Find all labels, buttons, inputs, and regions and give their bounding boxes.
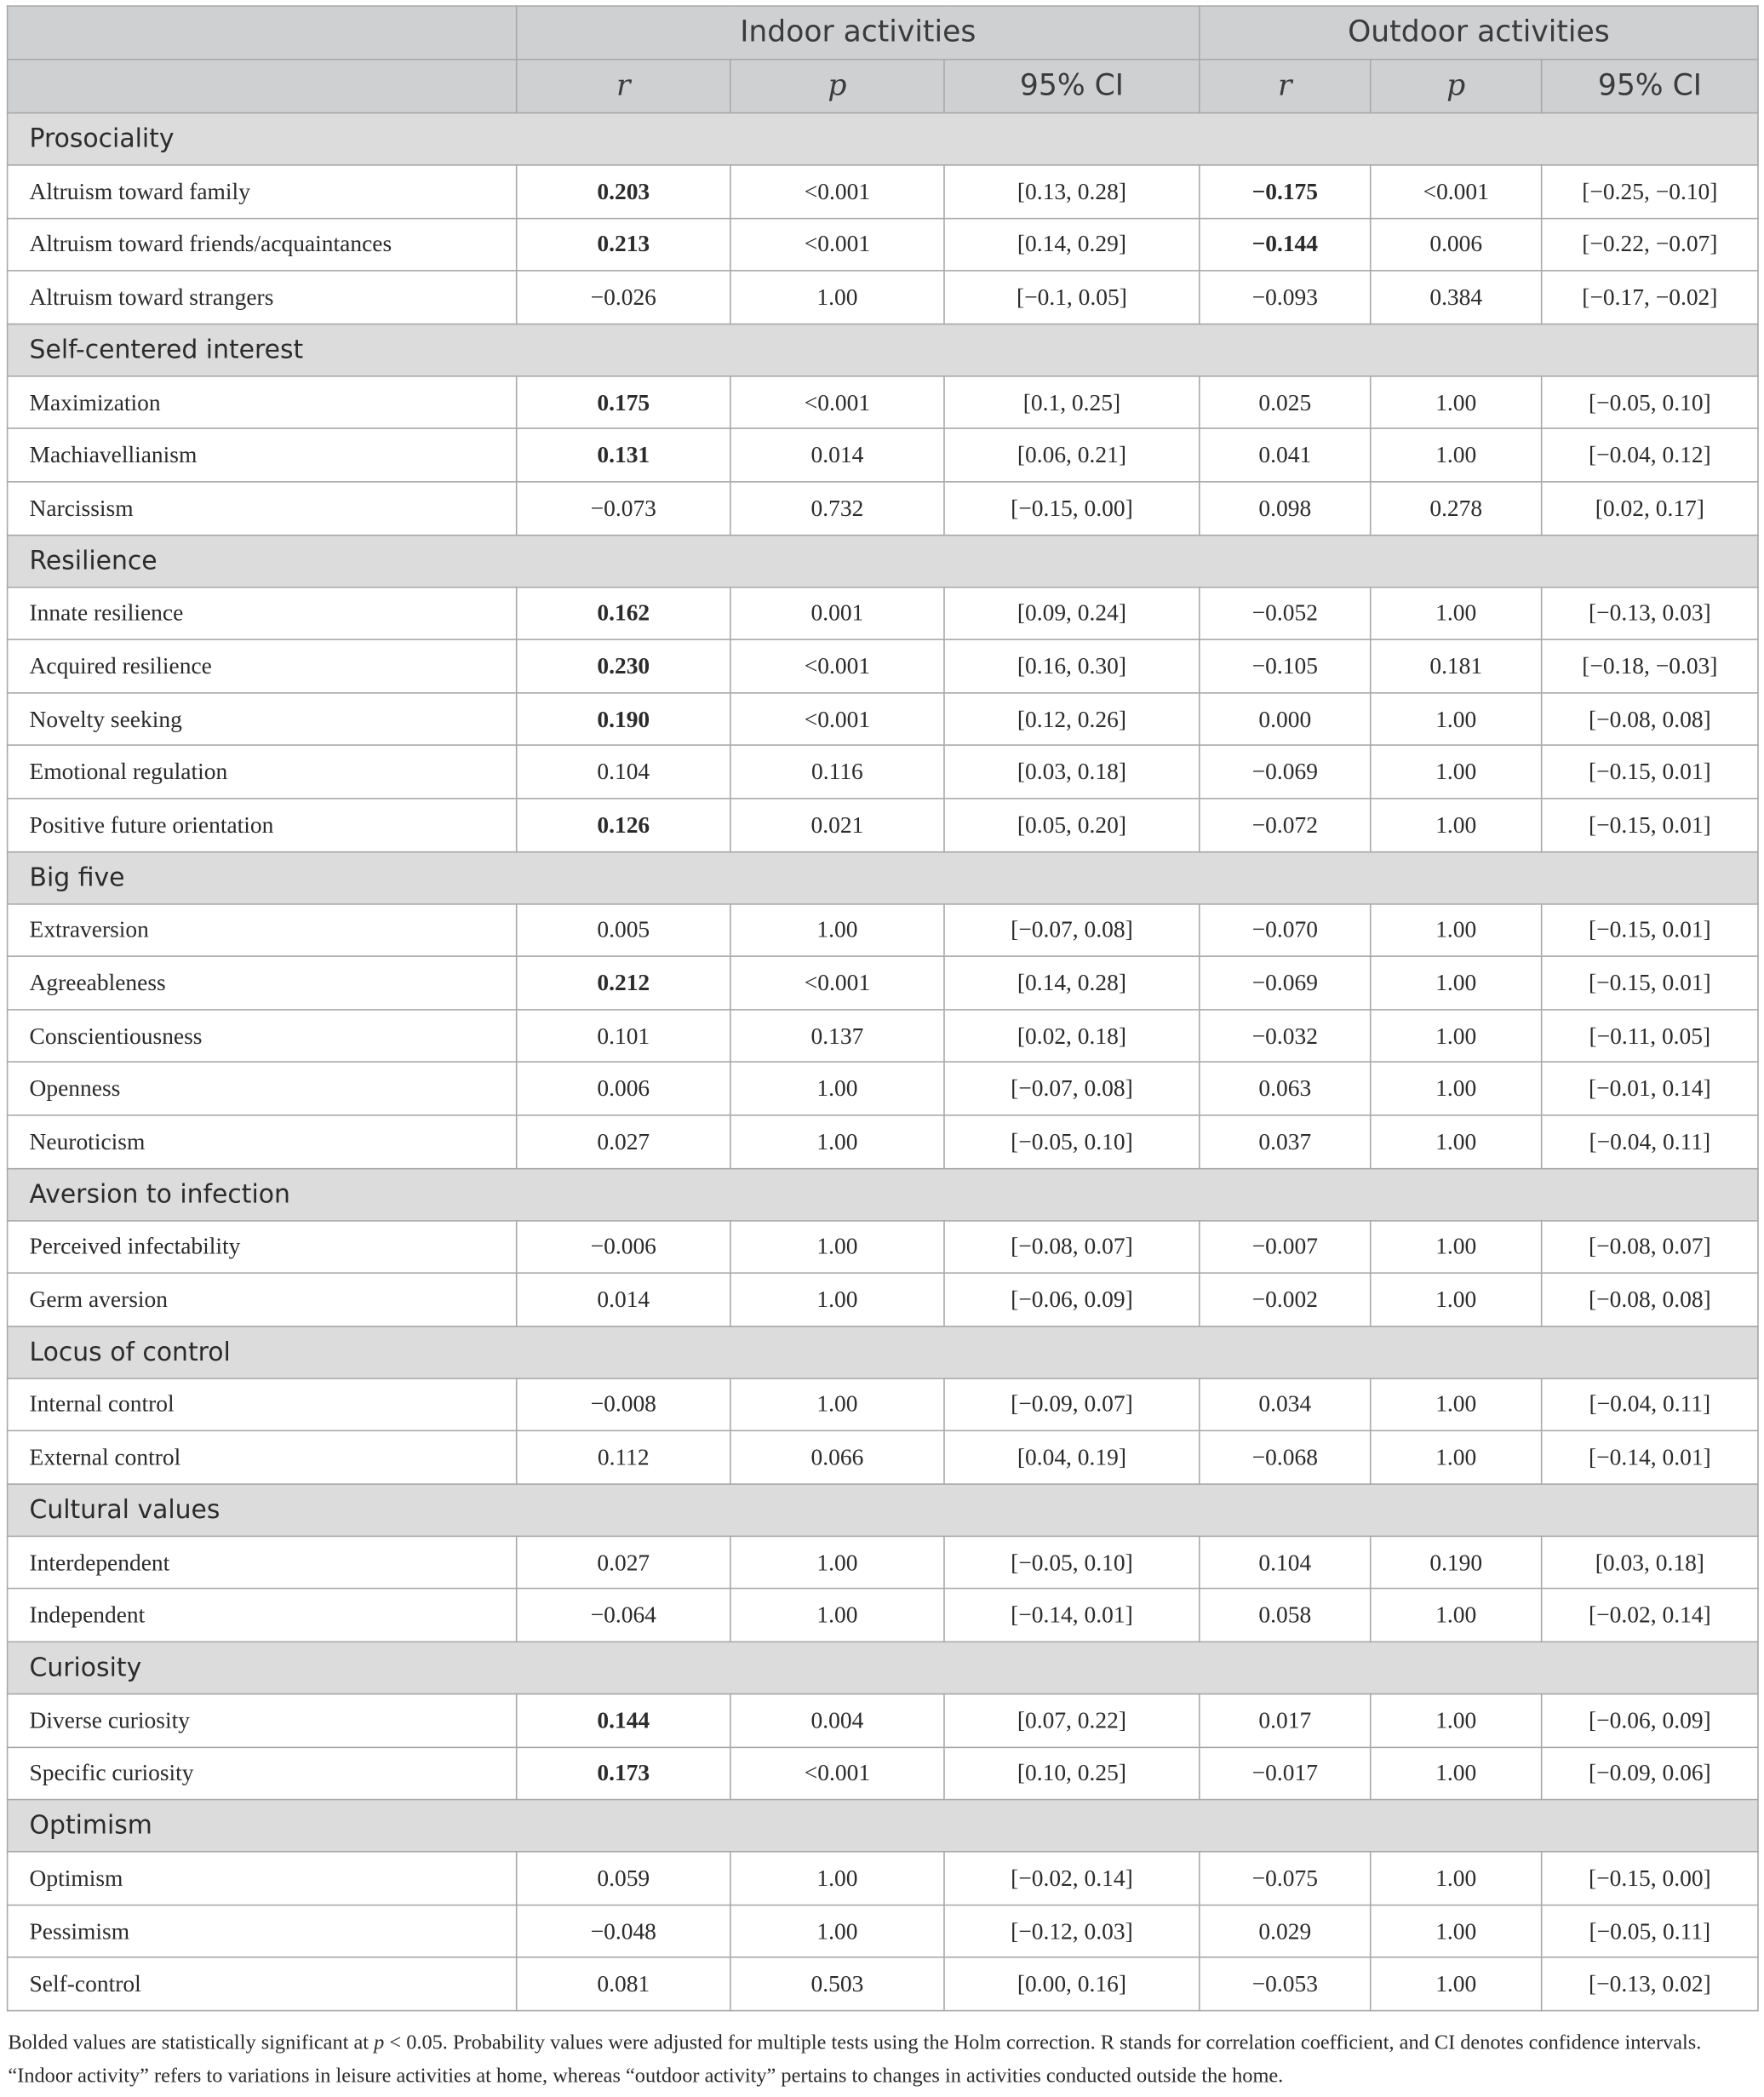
outdoor-p-cell: 1.00 [1371,799,1542,851]
row-label: Specific curiosity [8,1747,517,1800]
outdoor-ci-cell: [−0.15, 0.01] [1542,903,1758,956]
outdoor-r-cell: 0.017 [1200,1694,1371,1747]
table-row [8,429,1758,482]
category-row [8,1326,1758,1378]
outdoor-ci-cell: [−0.22, −0.07] [1542,218,1758,271]
outdoor-ci-cell: [0.02, 0.17] [1542,482,1758,535]
row-label: Optimism [8,1852,517,1905]
outdoor-ci-cell: [−0.06, 0.09] [1542,1694,1758,1747]
table-footnote [8,2026,1758,2093]
row-label: Internal control [8,1378,517,1431]
row-label: Openness [8,1063,517,1115]
outdoor-r-cell: −0.017 [1200,1747,1371,1800]
indoor-ci-cell: [0.04, 0.19] [944,1431,1200,1484]
outdoor-ci-cell: [−0.08, 0.08] [1542,1273,1758,1326]
table-row [8,1273,1758,1326]
table-row [8,1431,1758,1484]
indoor-ci-cell: [−0.05, 0.10] [944,1536,1200,1589]
indoor-ci-cell: [0.06, 0.21] [944,429,1200,482]
outdoor-ci-cell: [−0.13, 0.03] [1542,587,1758,639]
outdoor-p-cell: 0.181 [1371,639,1542,692]
category-label: Aversion to infection [8,1168,1758,1220]
table-row [8,218,1758,271]
outdoor-ci-cell: [−0.25, −0.10] [1542,165,1758,218]
outdoor-r-cell: −0.069 [1200,746,1371,799]
table-row [8,692,1758,745]
outdoor-r-cell: 0.058 [1200,1589,1371,1642]
indoor-p-cell: 1.00 [730,1589,944,1642]
outdoor-r-cell: 0.098 [1200,482,1371,535]
row-label: Independent [8,1589,517,1642]
outdoor-r-cell: 0.104 [1200,1536,1371,1589]
indoor-r-cell: 0.112 [517,1431,730,1484]
indoor-ci-cell: [−0.15, 0.00] [944,482,1200,535]
indoor-ci-cell: [0.00, 0.16] [944,1958,1200,2011]
indoor-ci-cell: [0.16, 0.30] [944,639,1200,692]
row-label: Acquired resilience [8,639,517,692]
outdoor-p-cell: 1.00 [1371,1905,1542,1957]
footnote-p-symbol: p [374,2031,385,2054]
indoor-ci-cell: [0.09, 0.24] [944,587,1200,639]
indoor-r-cell: 0.006 [517,1063,730,1115]
indoor-ci-cell: [−0.07, 0.08] [944,903,1200,956]
outdoor-r-cell: 0.000 [1200,692,1371,745]
indoor-r-cell: 0.104 [517,746,730,799]
indoor-ci-cell: [−0.08, 0.07] [944,1220,1200,1273]
row-label: Altruism toward strangers [8,271,517,324]
indoor-ci-cell: [0.13, 0.28] [944,165,1200,218]
indoor-ci-cell: [−0.07, 0.08] [944,1063,1200,1115]
indoor-p-cell: <0.001 [730,692,944,745]
indoor-p-cell: 1.00 [730,1273,944,1326]
category-label: Big five [8,851,1758,903]
outdoor-ci-cell: [−0.13, 0.02] [1542,1958,1758,2011]
indoor-r-cell: 0.213 [517,218,730,271]
indoor-p-cell: 1.00 [730,271,944,324]
outdoor-ci-cell: [−0.15, 0.01] [1542,799,1758,851]
indoor-r-cell: −0.073 [517,482,730,535]
outdoor-ci-cell: [−0.01, 0.14] [1542,1063,1758,1115]
outdoor-ci-cell: [−0.11, 0.05] [1542,1009,1758,1062]
outdoor-ci-cell: [−0.08, 0.08] [1542,692,1758,745]
outdoor-r-cell: 0.063 [1200,1063,1371,1115]
outdoor-p-cell: 1.00 [1371,692,1542,745]
outdoor-p-cell: 1.00 [1371,429,1542,482]
footnote-part1: Bolded values are statistically significant at [8,2031,375,2054]
indoor-p-cell: 0.066 [730,1431,944,1484]
results-table [7,5,1759,2011]
indoor-activities-header: Indoor activities [517,6,1200,60]
outdoor-r-cell: −0.069 [1200,956,1371,1009]
outdoor-r-cell: −0.075 [1200,1852,1371,1905]
table-row [8,1378,1758,1431]
indoor-ci-cell: [−0.1, 0.05] [944,271,1200,324]
indoor-r-cell: −0.008 [517,1378,730,1431]
indoor-p-cell: 1.00 [730,1378,944,1431]
category-label: Locus of control [8,1326,1758,1378]
outdoor-ci-cell: [−0.04, 0.12] [1542,429,1758,482]
indoor-p-cell: 1.00 [730,1905,944,1957]
outdoor-p-cell: 1.00 [1371,376,1542,429]
indoor-r-cell: 0.081 [517,1958,730,2011]
table-row [8,1589,1758,1642]
outdoor-p-cell: 1.00 [1371,1220,1542,1273]
category-row [8,851,1758,903]
header-corner [8,6,517,60]
category-row [8,1168,1758,1220]
table-row [8,799,1758,851]
table-row [8,1958,1758,2011]
indoor-r-cell: 0.131 [517,429,730,482]
table-row [8,956,1758,1009]
outdoor-p-cell: 0.006 [1371,218,1542,271]
outdoor-r-cell: −0.002 [1200,1273,1371,1326]
outdoor-r-cell: −0.072 [1200,799,1371,851]
row-label: Machiavellianism [8,429,517,482]
row-label: Maximization [8,376,517,429]
table-row [8,1115,1758,1168]
row-label: Interdependent [8,1536,517,1589]
outdoor-p-cell: 1.00 [1371,1115,1542,1168]
indoor-r-cell: 0.190 [517,692,730,745]
outdoor-ci-cell: [−0.14, 0.01] [1542,1431,1758,1484]
row-label: Altruism toward friends/acquaintances [8,218,517,271]
row-label: Perceived infectability [8,1220,517,1273]
outdoor-p-cell: 0.384 [1371,271,1542,324]
indoor-p-cell: <0.001 [730,165,944,218]
row-label: Extraversion [8,903,517,956]
outdoor-p-cell: 0.190 [1371,1536,1542,1589]
indoor-p-cell: 0.001 [730,587,944,639]
category-row [8,1484,1758,1536]
group-header-row [8,6,1758,60]
outdoor-r-cell: 0.041 [1200,429,1371,482]
row-label: Agreeableness [8,956,517,1009]
indoor-r-cell: 0.144 [517,1694,730,1747]
indoor-ci-cell: [0.02, 0.18] [944,1009,1200,1062]
outdoor-r-cell: 0.037 [1200,1115,1371,1168]
indoor-ci-cell: [0.14, 0.29] [944,218,1200,271]
outdoor-r-cell: −0.175 [1200,165,1371,218]
outdoor-p-cell: 1.00 [1371,1273,1542,1326]
indoor-ci-cell: [−0.14, 0.01] [944,1589,1200,1642]
row-label: Pessimism [8,1905,517,1957]
indoor-r-cell: −0.064 [517,1589,730,1642]
category-label: Curiosity [8,1642,1758,1693]
indoor-p-cell: 1.00 [730,1063,944,1115]
outdoor-r-cell: −0.070 [1200,903,1371,956]
table-row [8,1536,1758,1589]
indoor-r-cell: 0.027 [517,1115,730,1168]
row-label: External control [8,1431,517,1484]
outdoor-r-cell: 0.025 [1200,376,1371,429]
indoor-ci-cell: [0.1, 0.25] [944,376,1200,429]
outdoor-r-cell: −0.068 [1200,1431,1371,1484]
category-label: Self-centered interest [8,324,1758,375]
indoor-p-cell: 0.503 [730,1958,944,2011]
footnote-part2: < 0.05. Probability values were adjusted for multiple tests using the Holm correction. R stands for correlation coefficient, and CI denotes confidence intervals. “Indoor activity” refers to variations in leisure activities at home, whereas “outdoor activity” pertains to changes in activities conducted outside the home. [8,2031,1702,2088]
outdoor-ci-cell: [−0.09, 0.06] [1542,1747,1758,1800]
row-label: Positive future orientation [8,799,517,851]
row-label: Novelty seeking [8,692,517,745]
category-row [8,324,1758,375]
outdoor-ci-cell: [−0.17, −0.02] [1542,271,1758,324]
table-row [8,903,1758,956]
outdoor-p-header: p [1371,60,1542,113]
table-row [8,271,1758,324]
sub-header-row [8,60,1758,113]
outdoor-r-cell: −0.093 [1200,271,1371,324]
outdoor-p-cell: 1.00 [1371,587,1542,639]
indoor-p-cell: <0.001 [730,956,944,1009]
indoor-p-cell: 0.021 [730,799,944,851]
table-row [8,746,1758,799]
row-label: Self-control [8,1958,517,2011]
table-body [8,113,1758,2011]
indoor-p-header: p [730,60,944,113]
indoor-r-cell: −0.048 [517,1905,730,1957]
outdoor-r-header: r [1200,60,1371,113]
indoor-ci-cell: [−0.12, 0.03] [944,1905,1200,1957]
indoor-p-cell: <0.001 [730,376,944,429]
indoor-r-cell: 0.162 [517,587,730,639]
indoor-p-cell: 0.116 [730,746,944,799]
indoor-ci-cell: [0.14, 0.28] [944,956,1200,1009]
indoor-ci-cell: [−0.05, 0.10] [944,1115,1200,1168]
outdoor-p-cell: 1.00 [1371,903,1542,956]
indoor-p-cell: 1.00 [730,1220,944,1273]
outdoor-p-cell: 1.00 [1371,1852,1542,1905]
outdoor-p-cell: 1.00 [1371,746,1542,799]
category-label: Prosociality [8,113,1758,165]
indoor-p-cell: 0.137 [730,1009,944,1062]
indoor-ci-cell: [0.12, 0.26] [944,692,1200,745]
table-row [8,1009,1758,1062]
indoor-ci-cell: [0.10, 0.25] [944,1747,1200,1800]
outdoor-p-cell: 1.00 [1371,1958,1542,2011]
category-row [8,1800,1758,1852]
indoor-r-cell: 0.027 [517,1536,730,1589]
outdoor-r-cell: −0.052 [1200,587,1371,639]
category-row [8,535,1758,587]
table-row [8,1905,1758,1957]
category-label: Resilience [8,535,1758,587]
indoor-ci-cell: [−0.02, 0.14] [944,1852,1200,1905]
indoor-ci-cell: [−0.06, 0.09] [944,1273,1200,1326]
indoor-ci-cell: [0.03, 0.18] [944,746,1200,799]
indoor-p-cell: 1.00 [730,1536,944,1589]
row-label: Innate resilience [8,587,517,639]
indoor-r-cell: 0.014 [517,1273,730,1326]
outdoor-p-cell: 1.00 [1371,1694,1542,1747]
table-row [8,587,1758,639]
outdoor-ci-cell: [−0.02, 0.14] [1542,1589,1758,1642]
outdoor-p-cell: 1.00 [1371,1009,1542,1062]
outdoor-r-cell: 0.034 [1200,1378,1371,1431]
table-row [8,1852,1758,1905]
indoor-p-cell: <0.001 [730,639,944,692]
table-row [8,1220,1758,1273]
indoor-p-cell: <0.001 [730,218,944,271]
outdoor-r-cell: −0.105 [1200,639,1371,692]
row-label: Neuroticism [8,1115,517,1168]
indoor-r-cell: 0.059 [517,1852,730,1905]
table-row [8,482,1758,535]
outdoor-activities-header: Outdoor activities [1200,6,1758,60]
table-row [8,1063,1758,1115]
outdoor-r-cell: −0.053 [1200,1958,1371,2011]
indoor-r-cell: 0.126 [517,799,730,851]
indoor-p-cell: 1.00 [730,1115,944,1168]
outdoor-ci-cell: [0.03, 0.18] [1542,1536,1758,1589]
indoor-ci-cell: [0.05, 0.20] [944,799,1200,851]
indoor-p-cell: 1.00 [730,1852,944,1905]
indoor-ci-cell: [0.07, 0.22] [944,1694,1200,1747]
outdoor-ci-cell: [−0.15, 0.01] [1542,746,1758,799]
outdoor-r-cell: −0.032 [1200,1009,1371,1062]
outdoor-p-cell: 1.00 [1371,1747,1542,1800]
category-row [8,113,1758,165]
outdoor-ci-cell: [−0.04, 0.11] [1542,1378,1758,1431]
row-label: Altruism toward family [8,165,517,218]
row-label: Narcissism [8,482,517,535]
indoor-r-cell: 0.175 [517,376,730,429]
outdoor-p-cell: 1.00 [1371,1431,1542,1484]
outdoor-ci-header: 95% CI [1542,60,1758,113]
row-label: Conscientiousness [8,1009,517,1062]
outdoor-r-cell: −0.007 [1200,1220,1371,1273]
indoor-r-cell: 0.173 [517,1747,730,1800]
outdoor-ci-cell: [−0.05, 0.11] [1542,1905,1758,1957]
row-label: Diverse curiosity [8,1694,517,1747]
indoor-r-cell: −0.006 [517,1220,730,1273]
header-corner-lower [8,60,517,113]
indoor-p-cell: 1.00 [730,903,944,956]
indoor-ci-header: 95% CI [944,60,1200,113]
table-row [8,1694,1758,1747]
outdoor-ci-cell: [−0.15, 0.01] [1542,956,1758,1009]
outdoor-p-cell: <0.001 [1371,165,1542,218]
indoor-p-cell: 0.732 [730,482,944,535]
table-row [8,639,1758,692]
outdoor-p-cell: 1.00 [1371,1589,1542,1642]
outdoor-ci-cell: [−0.05, 0.10] [1542,376,1758,429]
indoor-p-cell: 0.004 [730,1694,944,1747]
outdoor-r-cell: −0.144 [1200,218,1371,271]
indoor-r-cell: −0.026 [517,271,730,324]
outdoor-p-cell: 0.278 [1371,482,1542,535]
outdoor-p-cell: 1.00 [1371,956,1542,1009]
outdoor-ci-cell: [−0.08, 0.07] [1542,1220,1758,1273]
outdoor-ci-cell: [−0.04, 0.11] [1542,1115,1758,1168]
outdoor-ci-cell: [−0.18, −0.03] [1542,639,1758,692]
outdoor-r-cell: 0.029 [1200,1905,1371,1957]
indoor-r-header: r [517,60,730,113]
indoor-p-cell: 0.014 [730,429,944,482]
table-row [8,1747,1758,1800]
row-label: Emotional regulation [8,746,517,799]
category-label: Optimism [8,1800,1758,1852]
indoor-ci-cell: [−0.09, 0.07] [944,1378,1200,1431]
indoor-r-cell: 0.203 [517,165,730,218]
table-row [8,376,1758,429]
row-label: Germ aversion [8,1273,517,1326]
category-row [8,1642,1758,1693]
indoor-r-cell: 0.101 [517,1009,730,1062]
outdoor-p-cell: 1.00 [1371,1378,1542,1431]
indoor-r-cell: 0.005 [517,903,730,956]
indoor-r-cell: 0.230 [517,639,730,692]
table-row [8,165,1758,218]
outdoor-p-cell: 1.00 [1371,1063,1542,1115]
indoor-p-cell: <0.001 [730,1747,944,1800]
indoor-r-cell: 0.212 [517,956,730,1009]
category-label: Cultural values [8,1484,1758,1536]
outdoor-ci-cell: [−0.15, 0.00] [1542,1852,1758,1905]
